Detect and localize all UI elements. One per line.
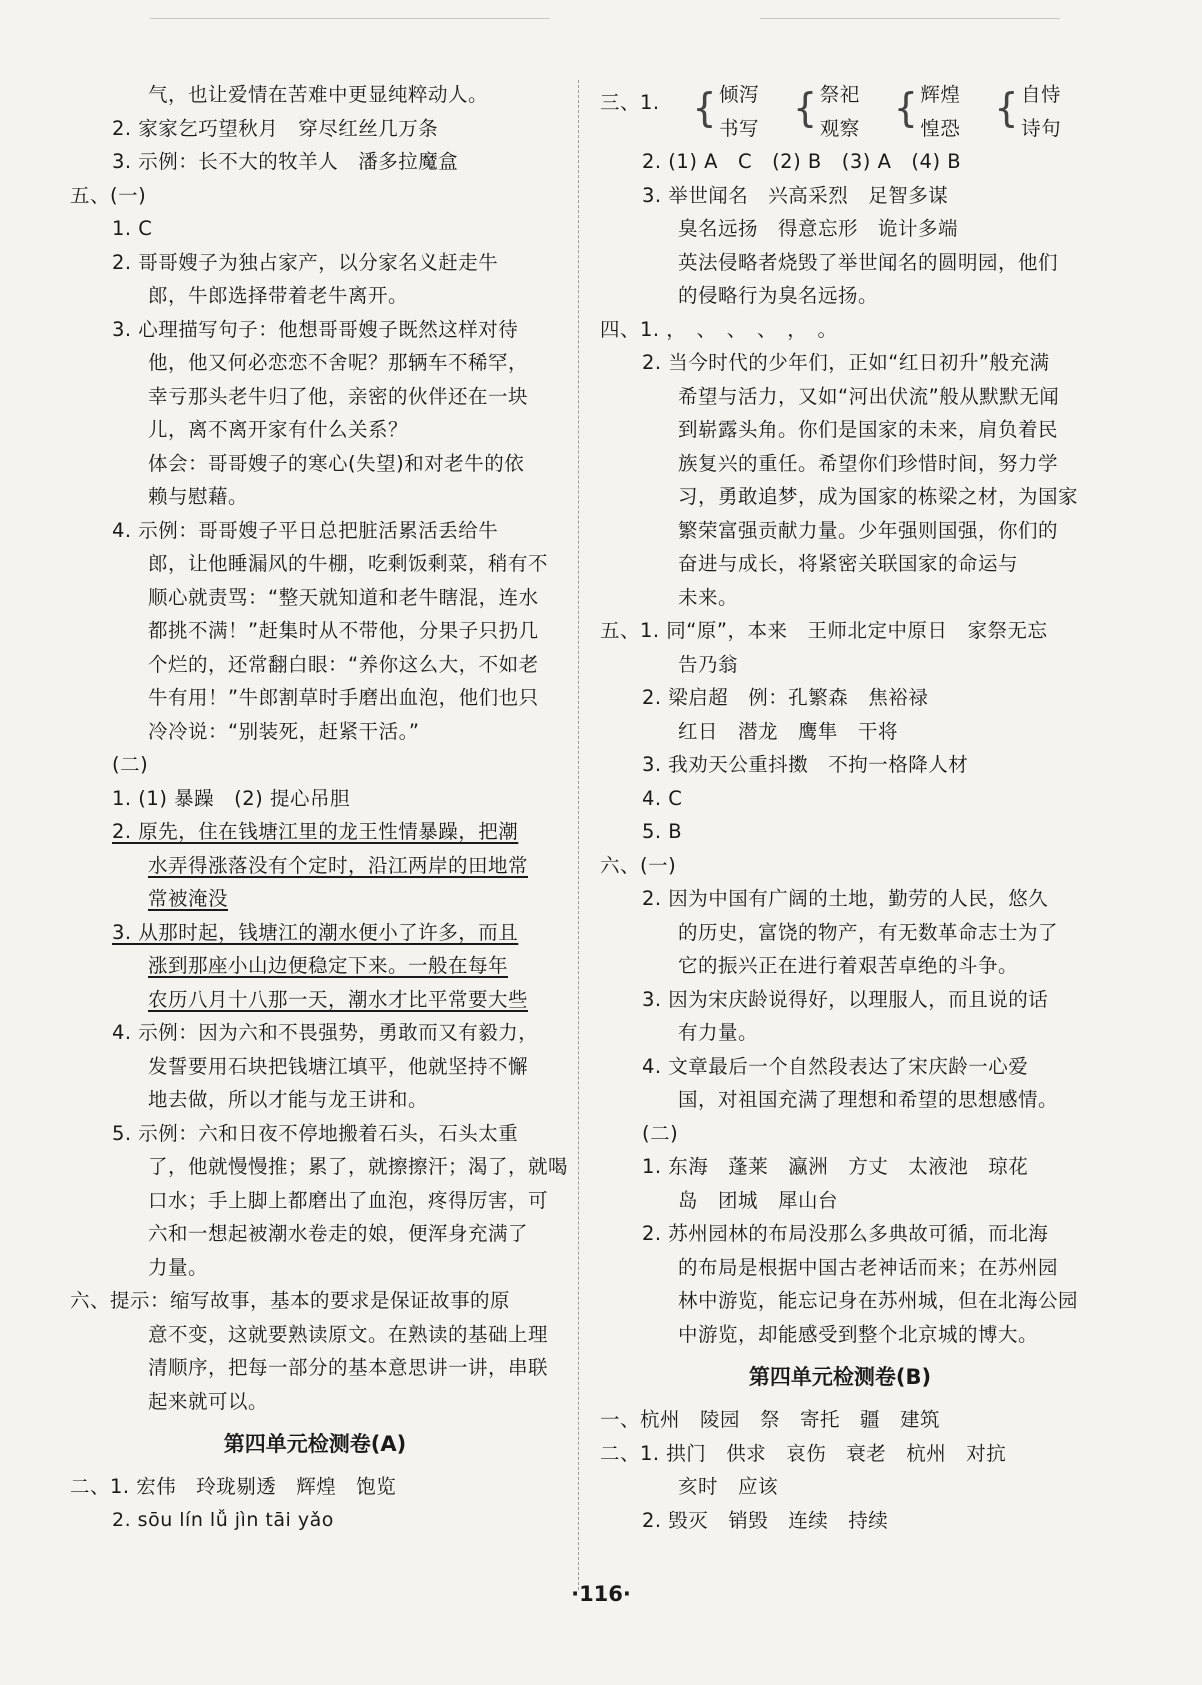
- answer-line: 五、1. 同“原”，本来 王师北定中原日 家祭无忘: [600, 619, 1048, 642]
- brace-pair: [994, 78, 1061, 145]
- answer-line: 都挑不满！”赶集时从不带他，分果子只扔几: [148, 619, 539, 642]
- answer-line: 六和一想起被潮水卷走的娘，便浑身充满了: [148, 1222, 529, 1245]
- brace-icon: {: [994, 84, 1020, 132]
- answer-line: 国，对祖国充满了理想和希望的思想感情。: [678, 1088, 1059, 1111]
- brace-pairs: [692, 83, 1095, 140]
- answer-line: 二、1. 拱门 供求 哀伤 衰老 杭州 对抗: [600, 1441, 1007, 1465]
- answer-line: (二): [642, 1121, 679, 1145]
- answer-line: 六、(一): [600, 853, 677, 877]
- answer-line: 2. 苏州园林的布局没那么多典故可循，而北海: [642, 1222, 1049, 1245]
- answer-line: 红日 潜龙 鹰隼 干将: [678, 719, 899, 743]
- right-after-lines: [600, 1403, 1080, 1537]
- brace-icon: {: [692, 84, 717, 132]
- answer-line: 3. 我劝天公重抖擞 不拘一格降人材: [642, 753, 969, 776]
- answer-line: 4. 示例：因为六和不畏强势，勇敢而又有毅力，: [112, 1021, 539, 1044]
- answer-line: 1. 东海 蓬莱 瀛洲 方丈 太液池 琼花: [642, 1155, 1029, 1178]
- answer-line: 幸亏那头老牛归了他，亲密的伙伴还在一块: [148, 384, 529, 408]
- scan-edge-right: [760, 0, 1060, 19]
- answer-line: 繁荣富强贡献力量。少年强则国强，你们的: [678, 518, 1059, 542]
- left-column: [70, 78, 569, 1537]
- answer-line: 希望与活力，又如“河出伏流”般从默默无闻: [678, 384, 1060, 408]
- brace-icon: {: [893, 84, 919, 132]
- answer-line: 4. 文章最后一个自然段表达了宋庆龄一心爱: [642, 1054, 1029, 1078]
- brace-words: [820, 78, 860, 145]
- right-answer-lines: [600, 145, 1080, 1351]
- brace-word: 辉煌: [920, 83, 961, 106]
- answer-line: 5. B: [642, 820, 683, 843]
- answer-line: 的侵略行为臭名远扬。: [678, 284, 879, 307]
- answer-line: 2. (1) A C (2) B (3) A (4) B: [642, 150, 962, 173]
- answer-line: 他，他又何必恋恋不舍呢？那辆车不稀罕，: [148, 351, 529, 374]
- brace-word: 祭祀: [819, 83, 860, 106]
- answer-line: 六、提示：缩写故事，基本的要求是保证故事的原: [70, 1289, 511, 1312]
- page-number: ·116·: [571, 1582, 631, 1606]
- answer-line: 2. 梁启超 例：孔繁森 焦裕禄: [642, 686, 929, 709]
- brace-prefix: 三、1.: [600, 91, 660, 114]
- answer-line: 牛有用！”牛郎割草时手磨出血泡，他们也只: [148, 686, 539, 709]
- brace-pair: [692, 78, 759, 145]
- brace-pair: [793, 78, 860, 145]
- answer-line: 五、(一): [70, 183, 147, 207]
- answer-line: 2. 毁灭 销毁 连续 持续: [642, 1508, 889, 1532]
- answer-line: 力量。: [148, 1255, 209, 1279]
- answer-line: 2. 原先，住在钱塘江里的龙王性情暴躁，把潮: [112, 820, 519, 843]
- answer-line: 气，也让爱情在苦难中更显纯粹动人。: [148, 83, 489, 106]
- brace-word: 惶恐: [920, 116, 961, 140]
- answer-line: 中游览，却能感受到整个北京城的博大。: [678, 1322, 1039, 1346]
- answer-line: 个烂的，还常翻白眼：“养你这么大，不如老: [148, 652, 539, 676]
- brace-word: 观察: [819, 116, 860, 140]
- answer-line: 2. 当今时代的少年们，正如“红日初升”般充满: [642, 351, 1050, 374]
- left-section-heading: 第四单元检测卷(A): [223, 1432, 407, 1456]
- answer-line: 3. 心理描写句子：他想哥哥嫂子既然这样对待: [112, 317, 519, 341]
- brace-words: [719, 78, 759, 145]
- brace-words: [920, 78, 960, 145]
- answer-line: 族复兴的重任。希望你们珍惜时间，努力学: [678, 451, 1059, 475]
- answer-line: 1. (1) 暴躁 (2) 提心吊胆: [112, 786, 350, 810]
- answer-line: 到崭露头角。你们是国家的未来，肩负着民: [678, 418, 1059, 441]
- answer-line: 农历八月十八那一天，潮水才比平常要大些: [148, 987, 529, 1011]
- answer-line: 的布局是根据中国古老神话而来；在苏州园: [678, 1255, 1059, 1279]
- answer-line: 了，他就慢慢推；累了，就擦擦汗；渴了，就喝: [148, 1155, 569, 1178]
- answer-line: 四、1. ， 、 、 、 ， 。: [600, 317, 838, 341]
- answer-line: 郎，牛郎选择带着老牛离开。: [148, 284, 409, 307]
- answer-line: 清顺序，把每一部分的基本意思讲一讲，串联: [148, 1356, 549, 1379]
- answer-line: 习，勇敢追梦，成为国家的栋梁之材，为国家: [678, 485, 1079, 508]
- answer-line: 臭名远扬 得意忘形 诡计多端: [678, 217, 959, 240]
- answer-line: 水弄得涨落没有个定时，沿江两岸的田地常: [148, 853, 529, 877]
- answer-line: 的历史，富饶的物产，有无数革命志士为了: [678, 920, 1059, 944]
- answer-line: 4. 示例：哥哥嫂子平日总把脏活累活丢给牛: [112, 518, 499, 542]
- left-after-lines: [70, 1470, 560, 1537]
- answer-line: 4. C: [642, 786, 683, 810]
- brace-word-groups: [600, 78, 1080, 145]
- answer-line: 赖与慰藉。: [148, 485, 249, 508]
- answer-line: 涨到那座小山边便稳定下来。一般在每年: [148, 954, 509, 977]
- scan-edge-left: [150, 0, 550, 19]
- brace-word: 诗句: [1021, 116, 1062, 140]
- answer-line: 一、杭州 陵园 祭 寄托 疆 建筑: [600, 1408, 941, 1431]
- answer-line: 3. 举世闻名 兴高采烈 足智多谋: [642, 183, 949, 207]
- answer-line: 有力量。: [678, 1021, 759, 1044]
- answer-line: 奋进与成长，将紧密关联国家的命运与: [678, 552, 1019, 575]
- answer-line: 2. 哥哥嫂子为独占家产，以分家名义赶走牛: [112, 250, 499, 274]
- answer-line: 起来就可以。: [148, 1389, 269, 1413]
- answer-line: 3. 因为宋庆龄说得好，以理服人，而且说的话: [642, 987, 1049, 1011]
- answer-line: 英法侵略者烧毁了举世闻名的圆明园，他们: [678, 250, 1059, 274]
- answer-line: 意不变，这就要熟读原文。在熟读的基础上理: [148, 1322, 549, 1346]
- answer-line: 发誓要用石块把钱塘江填平，他就坚持不懈: [148, 1054, 529, 1078]
- answer-line: 口水；手上脚上都磨出了血泡，疼得厉害，可: [148, 1188, 549, 1212]
- column-divider: [578, 80, 579, 1590]
- answer-line: 未来。: [678, 585, 739, 609]
- brace-pair: [894, 78, 961, 145]
- answer-line: 2. sōu lín lǚ jìn tāi yǎo: [112, 1508, 334, 1531]
- answer-line: 亥时 应该: [678, 1475, 779, 1498]
- right-column: [600, 78, 1080, 1537]
- answer-line: 冷冷说：“别装死，赶紧干活。”: [148, 719, 420, 743]
- brace-icon: {: [793, 84, 818, 132]
- answer-line: 林中游览，能忘记身在苏州城，但在北海公园: [678, 1289, 1079, 1312]
- answer-line: 告乃翁: [678, 652, 739, 676]
- answer-line: 体会：哥哥嫂子的寒心(失望)和对老牛的依: [148, 451, 525, 475]
- answer-line: 3. 从那时起，钱塘江的潮水便小了许多，而且: [112, 920, 519, 944]
- answer-line: 它的振兴正在进行着艰苦卓绝的斗争。: [678, 954, 1019, 977]
- answer-line: 5. 示例：六和日夜不停地搬着石头，石头太重: [112, 1121, 519, 1145]
- brace-word: 书写: [719, 116, 760, 140]
- answer-line: 1. C: [112, 217, 153, 240]
- answer-line: 顺心就责骂：“整天就知道和老牛瞎混，连水: [148, 585, 539, 609]
- answer-line: 2. 家家乞巧望秋月 穿尽红丝几万条: [112, 116, 439, 140]
- answer-line: 地去做，所以才能与龙王讲和。: [148, 1088, 429, 1111]
- answer-line: 3. 示例：长不大的牧羊人 潘多拉魔盒: [112, 150, 459, 173]
- answer-line: 2. 因为中国有广阔的土地，勤劳的人民，悠久: [642, 887, 1049, 910]
- brace-words: [1021, 78, 1061, 145]
- answer-line: 儿，离不离开家有什么关系？: [148, 418, 409, 441]
- answer-line: 郎，让他睡漏风的牛棚，吃剩饭剩菜，稍有不: [148, 552, 549, 575]
- answer-line: 常被淹没: [148, 887, 229, 910]
- right-section-heading: 第四单元检测卷(B): [748, 1365, 932, 1389]
- answer-line: (二): [112, 753, 149, 776]
- brace-word: 倾泻: [719, 83, 760, 106]
- answer-line: 岛 团城 犀山台: [678, 1188, 839, 1212]
- left-answer-lines: [70, 78, 569, 1418]
- answer-line: 二、1. 宏伟 玲珑剔透 辉煌 饱览: [70, 1475, 397, 1498]
- brace-word: 自恃: [1021, 83, 1062, 106]
